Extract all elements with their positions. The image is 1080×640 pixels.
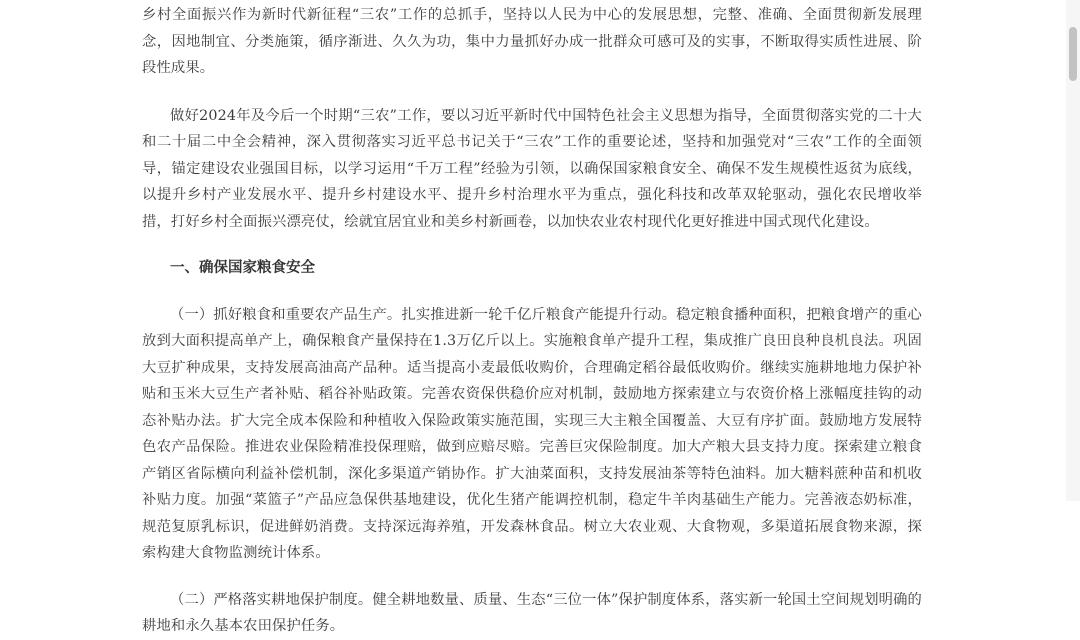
document-body [142,2,922,640]
paragraph-spacer [142,282,922,302]
scrollbar-thumb[interactable] [1069,27,1077,81]
paragraph-spacer [142,82,922,103]
section-heading-food-security: 一、确保国家粮食安全 [170,259,315,276]
vertical-scrollbar[interactable] [1066,0,1080,501]
intro-paragraph-tail: 乡村全面振兴作为新时代新征程“三农”工作的总抓手，坚持以人民为中心的发展思想，完整、准确、全面贯彻新发展理念，因地制宜、分类施策，循序渐进、久久为功，集中力量抓好办成一批群众可感可及的实事，不断取得实质性进展、阶段性成果。 [142,7,922,76]
paragraph-2024-work: 做好2024年及今后一个时期“三农”工作，要以习近平新时代中国特色社会主义思想为指导，全面贯彻落实党的二十大和二十届二中全会精神，深入贯彻落实习近平总书记关于“三农”工作的重要论述，坚持和加强党对“三农”工作的全面领导，锚定建设农业强国目标，以学习运用“千万工程”经验为引领，以确保国家粮食安全、确保不发生规模性返贫为底线，以提升乡村产业发展水平、提升乡村建设水平、提升乡村治理水平为重点，强化科技和改革双轮驱动，强化农民增收举措，打好乡村全面振兴漂亮仗，绘就宜居宜业和美乡村新画卷，以加快农业农村现代化更好推进中国式现代化建设。 [142,107,922,230]
paragraph-spacer [142,235,922,255]
paragraph-grain-production: （一）抓好粮食和重要农产品生产。扎实推进新一轮千亿斤粮食产能提升行动。稳定粮食播种面积，把粮食增产的重心放到大面积提高单产上，确保粮食产量保持在1.3万亿斤以上。实施粮食单产提升工程，集成推广良田良种良机良法。巩固大豆扩种成果，支持发展高油高产品种。适当提高小麦最低收购价，合理确定稻谷最低收购价。继续实施耕地地力保护补贴和玉米大豆生产者补贴、稻谷补贴政策。完善农资保供稳价应对机制，鼓励地方探索建立与农资价格上涨幅度挂钩的动态补贴办法。扩大完全成本保险和种植收入保险政策实施范围，实现三大主粮全国覆盖、大豆有序扩面。鼓励地方发展特色农产品保险。推进农业保险精准投保理赔，做到应赔尽赔。完善巨灾保险制度。加大产粮大县支持力度。探索建立粮食产销区省际横向利益补偿机制，深化多渠道产销协作。扩大油菜面积，支持发展油茶等特色油料。加大糖料蔗种苗和机收补贴力度。加强“菜篮子”产品应急保供基地建设，优化生猪产能调控机制，稳定牛羊肉基础生产能力。完善液态奶标准，规范复原乳标识，促进鲜奶消费。支持深远海养殖，开发森林食品。树立大农业观、大食物观，多渠道拓展食物来源，探索构建大食物监测统计体系。 [142,306,922,561]
paragraph-spacer [142,567,922,587]
paragraph-farmland-protection: （二）严格落实耕地保护制度。健全耕地数量、质量、生态“三位一体”保护制度体系，落实新一轮国土空间规划明确的耕地和永久基本农田保护任务。 [142,591,922,634]
